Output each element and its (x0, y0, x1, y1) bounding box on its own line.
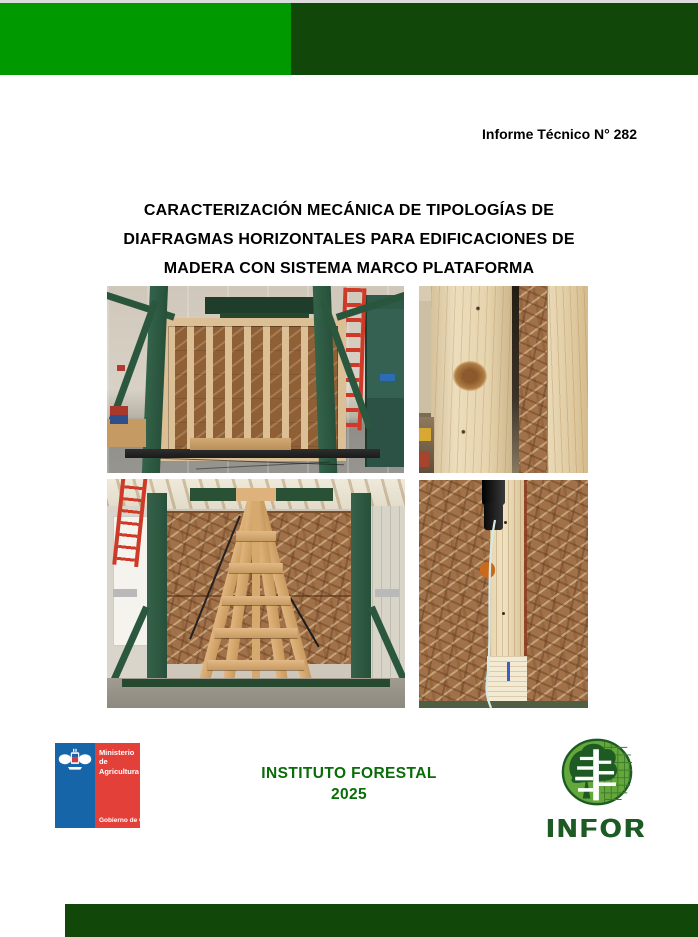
osb-strip (519, 286, 548, 473)
header-band-dark-green (291, 3, 698, 75)
fire-extinguisher (117, 365, 124, 372)
a-frame-rung (236, 531, 276, 541)
wooden-a-frame (184, 488, 327, 703)
footer-band-dark-green (65, 904, 698, 937)
title-line-2: DIAFRAGMAS HORIZONTALES PARA EDIFICACIONES DE (123, 231, 575, 248)
a-frame-rung (215, 628, 298, 638)
machine-sign (380, 374, 395, 381)
rig-post-left (147, 493, 166, 704)
photo-stud-closeup (419, 286, 588, 473)
wood-knot (453, 361, 487, 391)
a-frame-rung (222, 596, 291, 606)
yellow-object (419, 428, 431, 441)
sensor-cable (419, 480, 588, 708)
a-frame-rung (229, 563, 283, 573)
header-band-bright-green (0, 3, 291, 75)
infor-tree-icon (561, 737, 633, 807)
right-stud (547, 286, 588, 473)
report-number: Informe Técnico N° 282 (482, 126, 637, 142)
a-frame-apex (236, 488, 276, 501)
infor-logo (545, 737, 649, 844)
steel-tie-right (375, 589, 399, 597)
red-crate (110, 406, 128, 415)
rig-base-beam (122, 679, 390, 687)
institute-year: 2025 (330, 786, 368, 803)
title-line-3: MADERA CON SISTEMA MARCO PLATAFORMA (163, 260, 535, 277)
rig-base-beam (125, 449, 380, 458)
photo-osb-sensor-closeup (419, 480, 588, 708)
rig-post-right (351, 493, 370, 704)
a-frame-rung (207, 660, 304, 670)
green-machine (365, 295, 404, 467)
red-object (419, 451, 429, 468)
photo-diaphragm-test-rig (107, 286, 404, 473)
infor-wordmark: INFOR (546, 813, 648, 843)
photo-osb-wall-aframe (107, 479, 405, 708)
government-label: Gobierno de Chile (98, 817, 155, 824)
shadow-gap (512, 286, 519, 473)
blue-crate (110, 415, 128, 424)
title-line-1: CARACTERIZACIÓN MECÁNICA DE TIPOLOGÍAS DE (143, 202, 555, 219)
report-title (20, 196, 678, 283)
wood-sill-beam (190, 438, 291, 449)
institute-name: INSTITUTO FORESTAL (261, 765, 437, 782)
rig-top-beam (205, 297, 324, 314)
ministry-name: Ministerio de Agricultura (98, 748, 139, 776)
steel-tie-left (113, 589, 137, 597)
